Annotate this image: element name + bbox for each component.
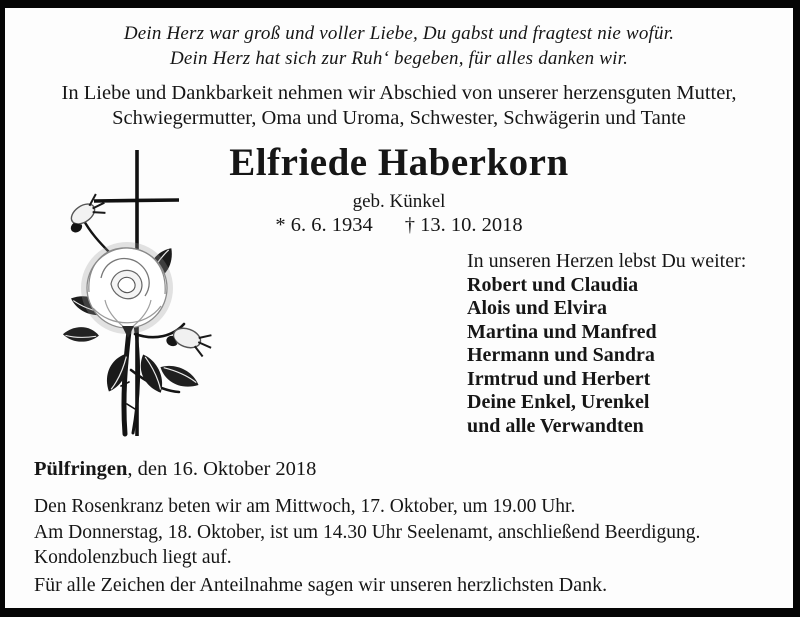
mourner-line: Robert und Claudia [467,273,639,296]
cross-and-rose-artwork [27,142,232,444]
place-and-date [34,458,316,481]
service-line-1: Den Rosenkranz beten wir am Mittwoch, 17. Oktober, um 19.00 Uhr. [34,496,576,517]
epigraph-line-2: Dein Herz hat sich zur Ruh‘ begeben, für alles danken wir. [169,48,629,69]
birth-date: * 6. 6. 1934 [275,214,373,236]
farewell-text [5,81,793,131]
mourner-line: und alle Verwandten [467,414,644,437]
rose-blossom [81,242,173,338]
place-name: Pülfringen [34,458,128,480]
mourner-line: Martina und Manfred [467,320,657,343]
mourners-header: In unseren Herzen lebst Du weiter: [467,250,747,272]
mourner-line: Irmtrud und Herbert [467,367,651,390]
service-line-3: Kondolenzbuch liegt auf. [34,547,232,568]
death-date: † 13. 10. 2018 [404,214,523,236]
farewell-line-1: In Liebe und Dankbarkeit nehmen wir Abschied von unserer herzensguten Mutter, [61,82,737,104]
maiden-name: geb. Künkel [352,191,446,212]
mourner-line: Deine Enkel, Urenkel [467,391,650,413]
farewell-line-2: Schwiegermutter, Oma und Uroma, Schwester, Schwägerin und Tante [112,107,686,129]
deceased-name: Elfriede Haberkorn [229,141,569,184]
place-date-rest: , den 16. Oktober 2018 [127,458,317,480]
thanks-line: Für alle Zeichen der Anteilnahme sagen wir unseren herzlichsten Dank. [34,574,608,596]
epigraph [5,21,793,71]
service-details [34,494,700,571]
service-line-2: Am Donnerstag, 18. Oktober, ist um 14.30 Uhr Seelenamt, anschließend Beerdigung. [34,521,701,543]
mourners-block [467,250,746,438]
obituary-sheet [5,8,793,608]
epigraph-line-1: Dein Herz war groß und voller Liebe, Du gabst und fragtest nie wofür. [123,23,675,44]
mourner-line: Alois und Elvira [467,297,608,319]
mourner-line: Hermann und Sandra [467,344,655,366]
